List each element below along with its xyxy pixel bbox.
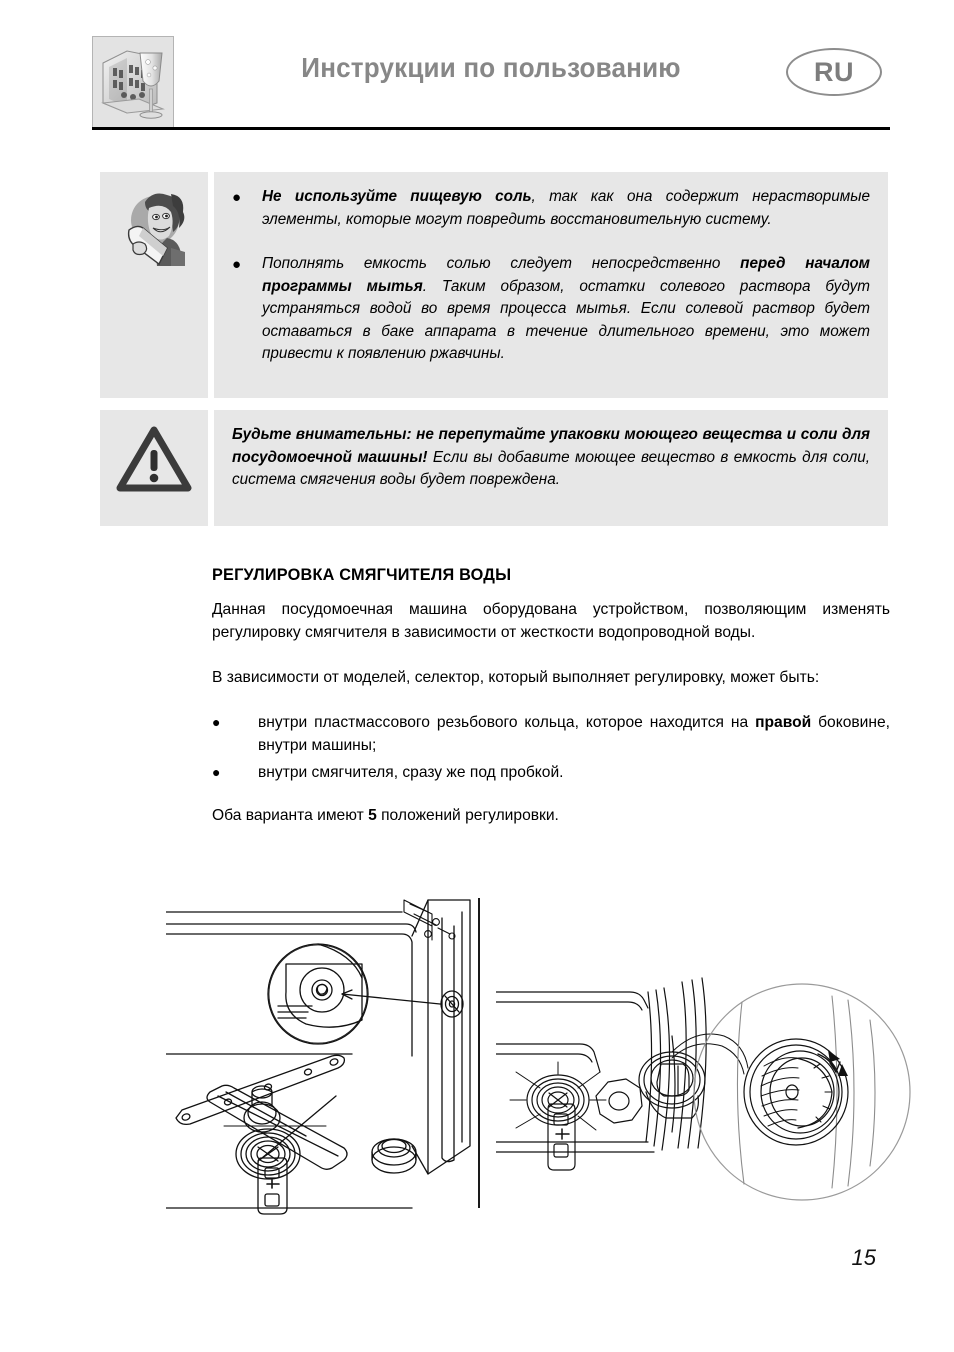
bullet-bold-lead: Не используйте пищевую соль: [262, 188, 532, 205]
bullet-lead: Пополнять емкость солью следует непосредственно: [262, 255, 741, 272]
section-paragraph-3: [212, 804, 890, 827]
bullet-rest: , так как она содержит нерастворимые элементы, которые могут повредить восстановительную систему.: [262, 188, 870, 228]
section-heading: РЕГУЛИРОВКА СМЯГЧИТЕЛЯ ВОДЫ: [212, 566, 512, 584]
note-box-warning: [100, 410, 888, 526]
badge-label: RU: [814, 56, 854, 87]
page-title: Инструкции по пользованию: [301, 52, 681, 83]
warning-text: [232, 424, 870, 492]
note-bullet-text: [262, 253, 870, 366]
warning-icon-cell: [100, 410, 208, 526]
note-box-tips: [100, 172, 888, 398]
bullet-marker: ●: [212, 764, 221, 780]
figure-group: [166, 896, 918, 1218]
list-item: [212, 711, 890, 757]
warning-rest: Если вы добавите моющее вещество в емкость для соли, система смягчения воды будет повреждена.: [232, 448, 870, 488]
bullet-marker: ●: [232, 256, 242, 273]
softener-adjustment-ring-detail-diagram: [496, 896, 918, 1218]
woman-reading-document-icon: [115, 186, 193, 272]
p3-rest: положений регулировки.: [376, 807, 559, 824]
note-text-cell: [214, 172, 888, 398]
figure-divider: [478, 898, 480, 1208]
warning-bold-lead: Будьте внимательны: не перепутайте упаковки моющего вещества и соли для посудомоечной машины!: [232, 426, 870, 466]
note-bullet-item: [232, 253, 870, 366]
dishwasher-interior-salt-container-diagram: [166, 896, 478, 1218]
list-item-text: [258, 711, 890, 757]
note-bullet-item: [232, 186, 870, 231]
page-header: [92, 36, 890, 130]
bullet-marker: ●: [212, 714, 221, 730]
section-paragraph-1: Данная посудомоечная машина оборудована устройством, позволяющим изменять регулировку смягчителя в зависимости от жесткости водопроводной воды.: [212, 601, 890, 641]
language-badge: [786, 48, 882, 96]
page-number: 15: [851, 1245, 876, 1270]
note-bullet-text: [262, 186, 870, 231]
warning-triangle-icon: [116, 424, 192, 494]
list-item-text: [258, 761, 890, 784]
p3-lead: Оба варианта имеют: [212, 807, 369, 824]
selector-location-list: [212, 711, 890, 784]
bullet-rest: . Таким образом, остатки солевого раствора будут устраняться водой во время процесса мытья. Если солевой раствор будет оставаться в баке аппарата в течение длительного времени, это может привести к появлению ржавчины.: [262, 277, 870, 362]
bullet-bold-mid: перед началом программы мытья: [262, 255, 870, 295]
li-lead: внутри смягчителя, сразу же под пробкой.: [258, 764, 564, 781]
note-icon-cell: [100, 172, 208, 398]
section-paragraph-2: В зависимости от моделей, селектор, который выполняет регулировку, может быть:: [212, 669, 820, 686]
p3-bold-number: 5: [368, 807, 377, 824]
warning-text-cell: [214, 410, 888, 526]
header-divider-rule: [92, 127, 890, 130]
list-item: [212, 761, 890, 784]
li-bold: правой: [755, 714, 812, 731]
water-softener-section: [212, 566, 890, 827]
bullet-marker: ●: [232, 189, 242, 206]
li-rest: боковине, внутри машины;: [258, 714, 891, 754]
li-lead: внутри пластмассового резьбового кольца, которое находится на: [258, 714, 756, 731]
